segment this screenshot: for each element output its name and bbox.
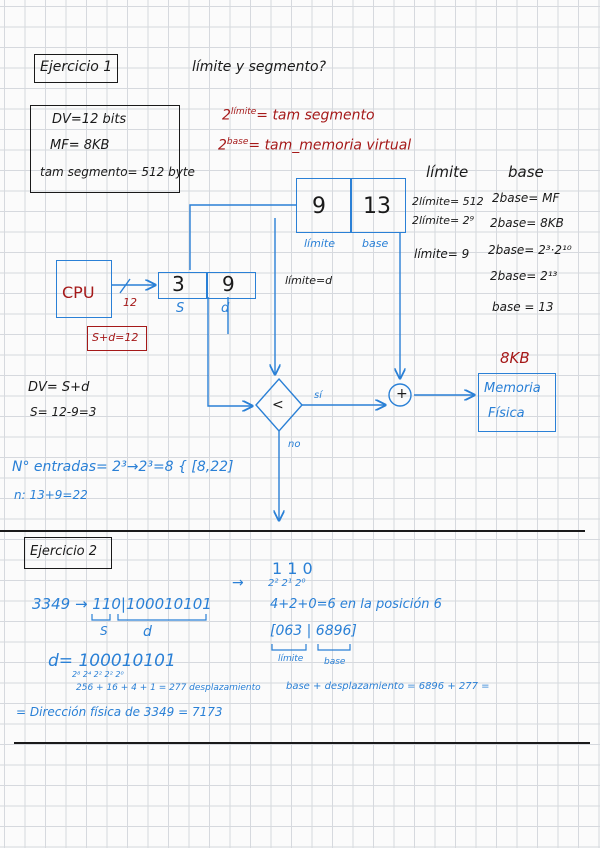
limite-line-3: límite= 9: [414, 247, 470, 261]
memory-label-2: Física: [488, 406, 525, 421]
address-s-value: 3: [172, 272, 185, 296]
direction-calc: base + desplazamiento = 6896 + 277 =: [286, 681, 490, 692]
question-text: límite y segmento?: [192, 59, 326, 75]
formula-base: $2^{base}=$ tam_memoria virtual: [218, 137, 412, 154]
given-mf: MF= 8KB: [50, 138, 110, 153]
section-divider-2: [14, 742, 590, 744]
arrow-right: →: [232, 575, 244, 591]
yes-label: sí: [314, 390, 322, 401]
conversion-s-label: S: [100, 624, 108, 638]
bits-powers: 2² 2¹ 2⁰: [268, 578, 306, 589]
d-bracket: [118, 614, 206, 620]
no-label: no: [288, 439, 301, 450]
s-bracket: [92, 614, 110, 620]
row-base-label: base: [324, 657, 346, 667]
dv-equation: DV= S+d: [28, 380, 90, 395]
base-bracket: [318, 644, 350, 650]
adder-symbol: +: [396, 386, 408, 402]
segment-base-label: base: [362, 237, 389, 250]
base-line-3: 2base= 2³·2¹⁰: [488, 243, 572, 257]
entradas-calc: N° entradas= 2³→2³=8 { [8,22]: [12, 459, 234, 475]
bits-top: 1 1 0: [272, 559, 313, 578]
s-calculation: S= 12-9=3: [30, 405, 97, 419]
segment-limite-label: límite: [304, 237, 335, 250]
conversion-d-label: d: [143, 624, 152, 640]
base-line-2: 2base= 8KB: [490, 216, 564, 230]
limite-bracket: [272, 644, 306, 650]
segment-base-value: 13: [363, 194, 391, 219]
segment-row: [063 | 6896]: [270, 623, 357, 639]
exercise1-title: Ejercicio 1: [40, 59, 113, 75]
row-limite-label: límite: [278, 654, 304, 664]
d-binary: d= 100010101: [48, 651, 176, 671]
address-d-label: d: [221, 301, 230, 316]
final-result: = Dirección física de 3349 = 7173: [16, 705, 223, 719]
given-dv: DV=12 bits: [52, 112, 127, 127]
memory-label-1: Memoria: [484, 381, 541, 396]
limite-line-2: 2límite= 2⁹: [412, 214, 475, 227]
sd-note: S+d=12: [92, 331, 139, 344]
limite-d-label: límite=d: [285, 274, 333, 287]
segment-limite-value: 9: [312, 194, 326, 219]
conversion: 3349 → 110|100010101: [32, 595, 212, 613]
bits-label: 12: [123, 296, 137, 309]
exercise2-title: Ejercicio 2: [30, 544, 98, 559]
n-calc: n: 13+9=22: [14, 488, 88, 502]
limite-heading: límite: [426, 163, 469, 181]
base-line-5: base = 13: [492, 300, 554, 314]
base-heading: base: [508, 163, 544, 181]
given-tam: tam segmento= 512 byte: [40, 165, 195, 179]
memory-size: 8KB: [500, 349, 530, 367]
formula-limite: $2^{límite}=$ tam segmento: [222, 107, 375, 124]
address-s-label: S: [176, 301, 185, 316]
bits-sum: 4+2+0=6 en la posición 6: [270, 597, 442, 612]
d-sum: 256 + 16 + 4 + 1 = 277 desplazamiento: [76, 683, 261, 693]
cpu-label: CPU: [62, 283, 95, 302]
compare-symbol: <: [272, 397, 284, 413]
limite-line-1: 2límite= 512: [412, 195, 484, 208]
base-line-1: 2base= MF: [492, 191, 560, 205]
base-line-4: 2base= 2¹³: [490, 269, 558, 283]
address-d-value: 9: [222, 272, 235, 296]
d-powers: 2⁸ 2⁴ 2² 2² 2⁰: [72, 670, 124, 679]
